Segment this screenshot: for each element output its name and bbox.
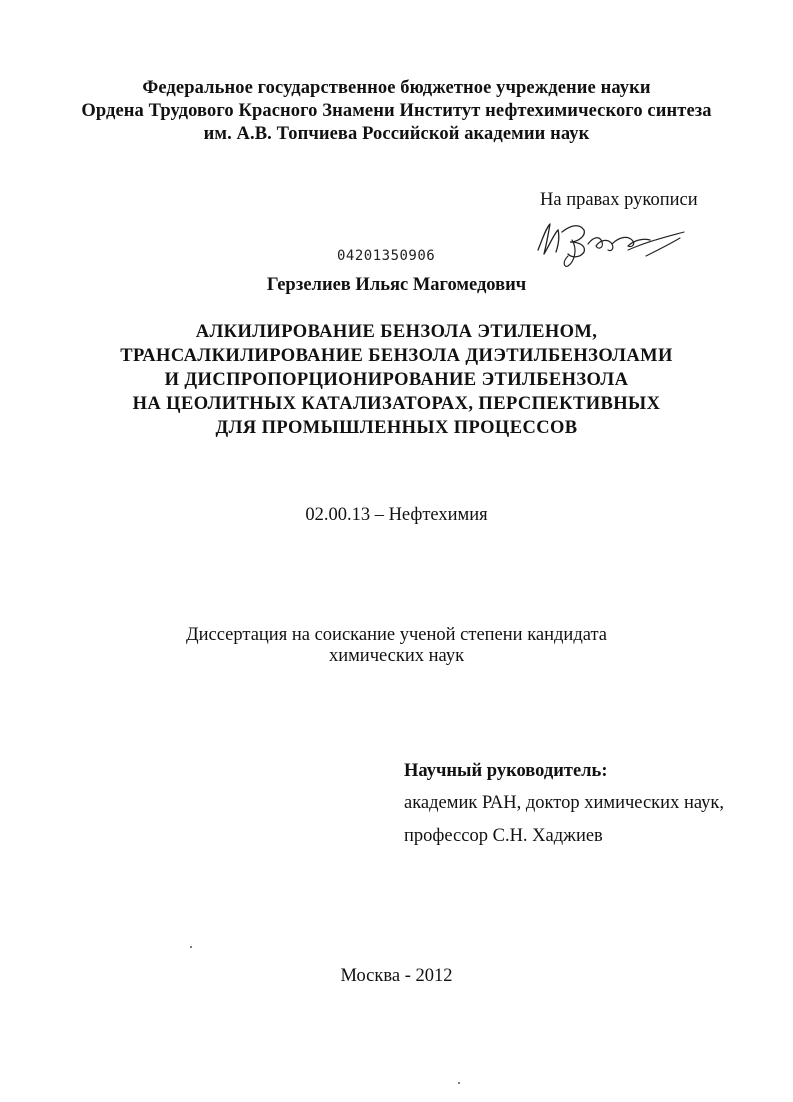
title-line-1: АЛКИЛИРОВАНИЕ БЕНЗОЛА ЭТИЛЕНОМ, bbox=[195, 322, 598, 342]
author-name: Герзелиев Ильяс Магомедович bbox=[266, 275, 527, 295]
title-line-2: ТРАНСАЛКИЛИРОВАНИЕ БЕНЗОЛА ДИЭТИЛБЕНЗОЛАМИ bbox=[120, 346, 673, 366]
manuscript-rights-note: На правах рукописи bbox=[540, 190, 698, 210]
title-line-5: ДЛЯ ПРОМЫШЛЕННЫХ ПРОЦЕССОВ bbox=[215, 418, 578, 438]
title-line-4: НА ЦЕОЛИТНЫХ КАТАЛИЗАТОРАХ, ПЕРСПЕКТИВНЫХ bbox=[132, 394, 661, 414]
degree-line-2: химических наук bbox=[328, 646, 465, 666]
institution-line-2: Ордена Трудового Красного Знамени Институт нефтехимического синтеза bbox=[81, 101, 712, 121]
title-line-3: И ДИСПРОПОРЦИОНИРОВАНИЕ ЭТИЛБЕНЗОЛА bbox=[164, 370, 629, 390]
signature-image bbox=[528, 210, 688, 270]
supervisor-line-2: профессор С.Н. Хаджиев bbox=[404, 826, 603, 846]
registration-number: 04201350906 bbox=[337, 248, 436, 264]
institution-line-1: Федеральное государственное бюджетное учреждение науки bbox=[142, 78, 651, 98]
institution-line-3: им. А.В. Топчиева Российской академии наук bbox=[203, 124, 590, 144]
scan-speck bbox=[458, 1082, 460, 1084]
place-year: Москва - 2012 bbox=[340, 966, 453, 986]
specialty-code: 02.00.13 – Нефтехимия bbox=[305, 505, 488, 525]
supervisor-heading: Научный руководитель: bbox=[404, 761, 608, 781]
scan-speck bbox=[190, 946, 192, 948]
supervisor-line-1: академик РАН, доктор химических наук, bbox=[404, 793, 724, 813]
degree-line-1: Диссертация на соискание ученой степени кандидата bbox=[186, 625, 607, 645]
